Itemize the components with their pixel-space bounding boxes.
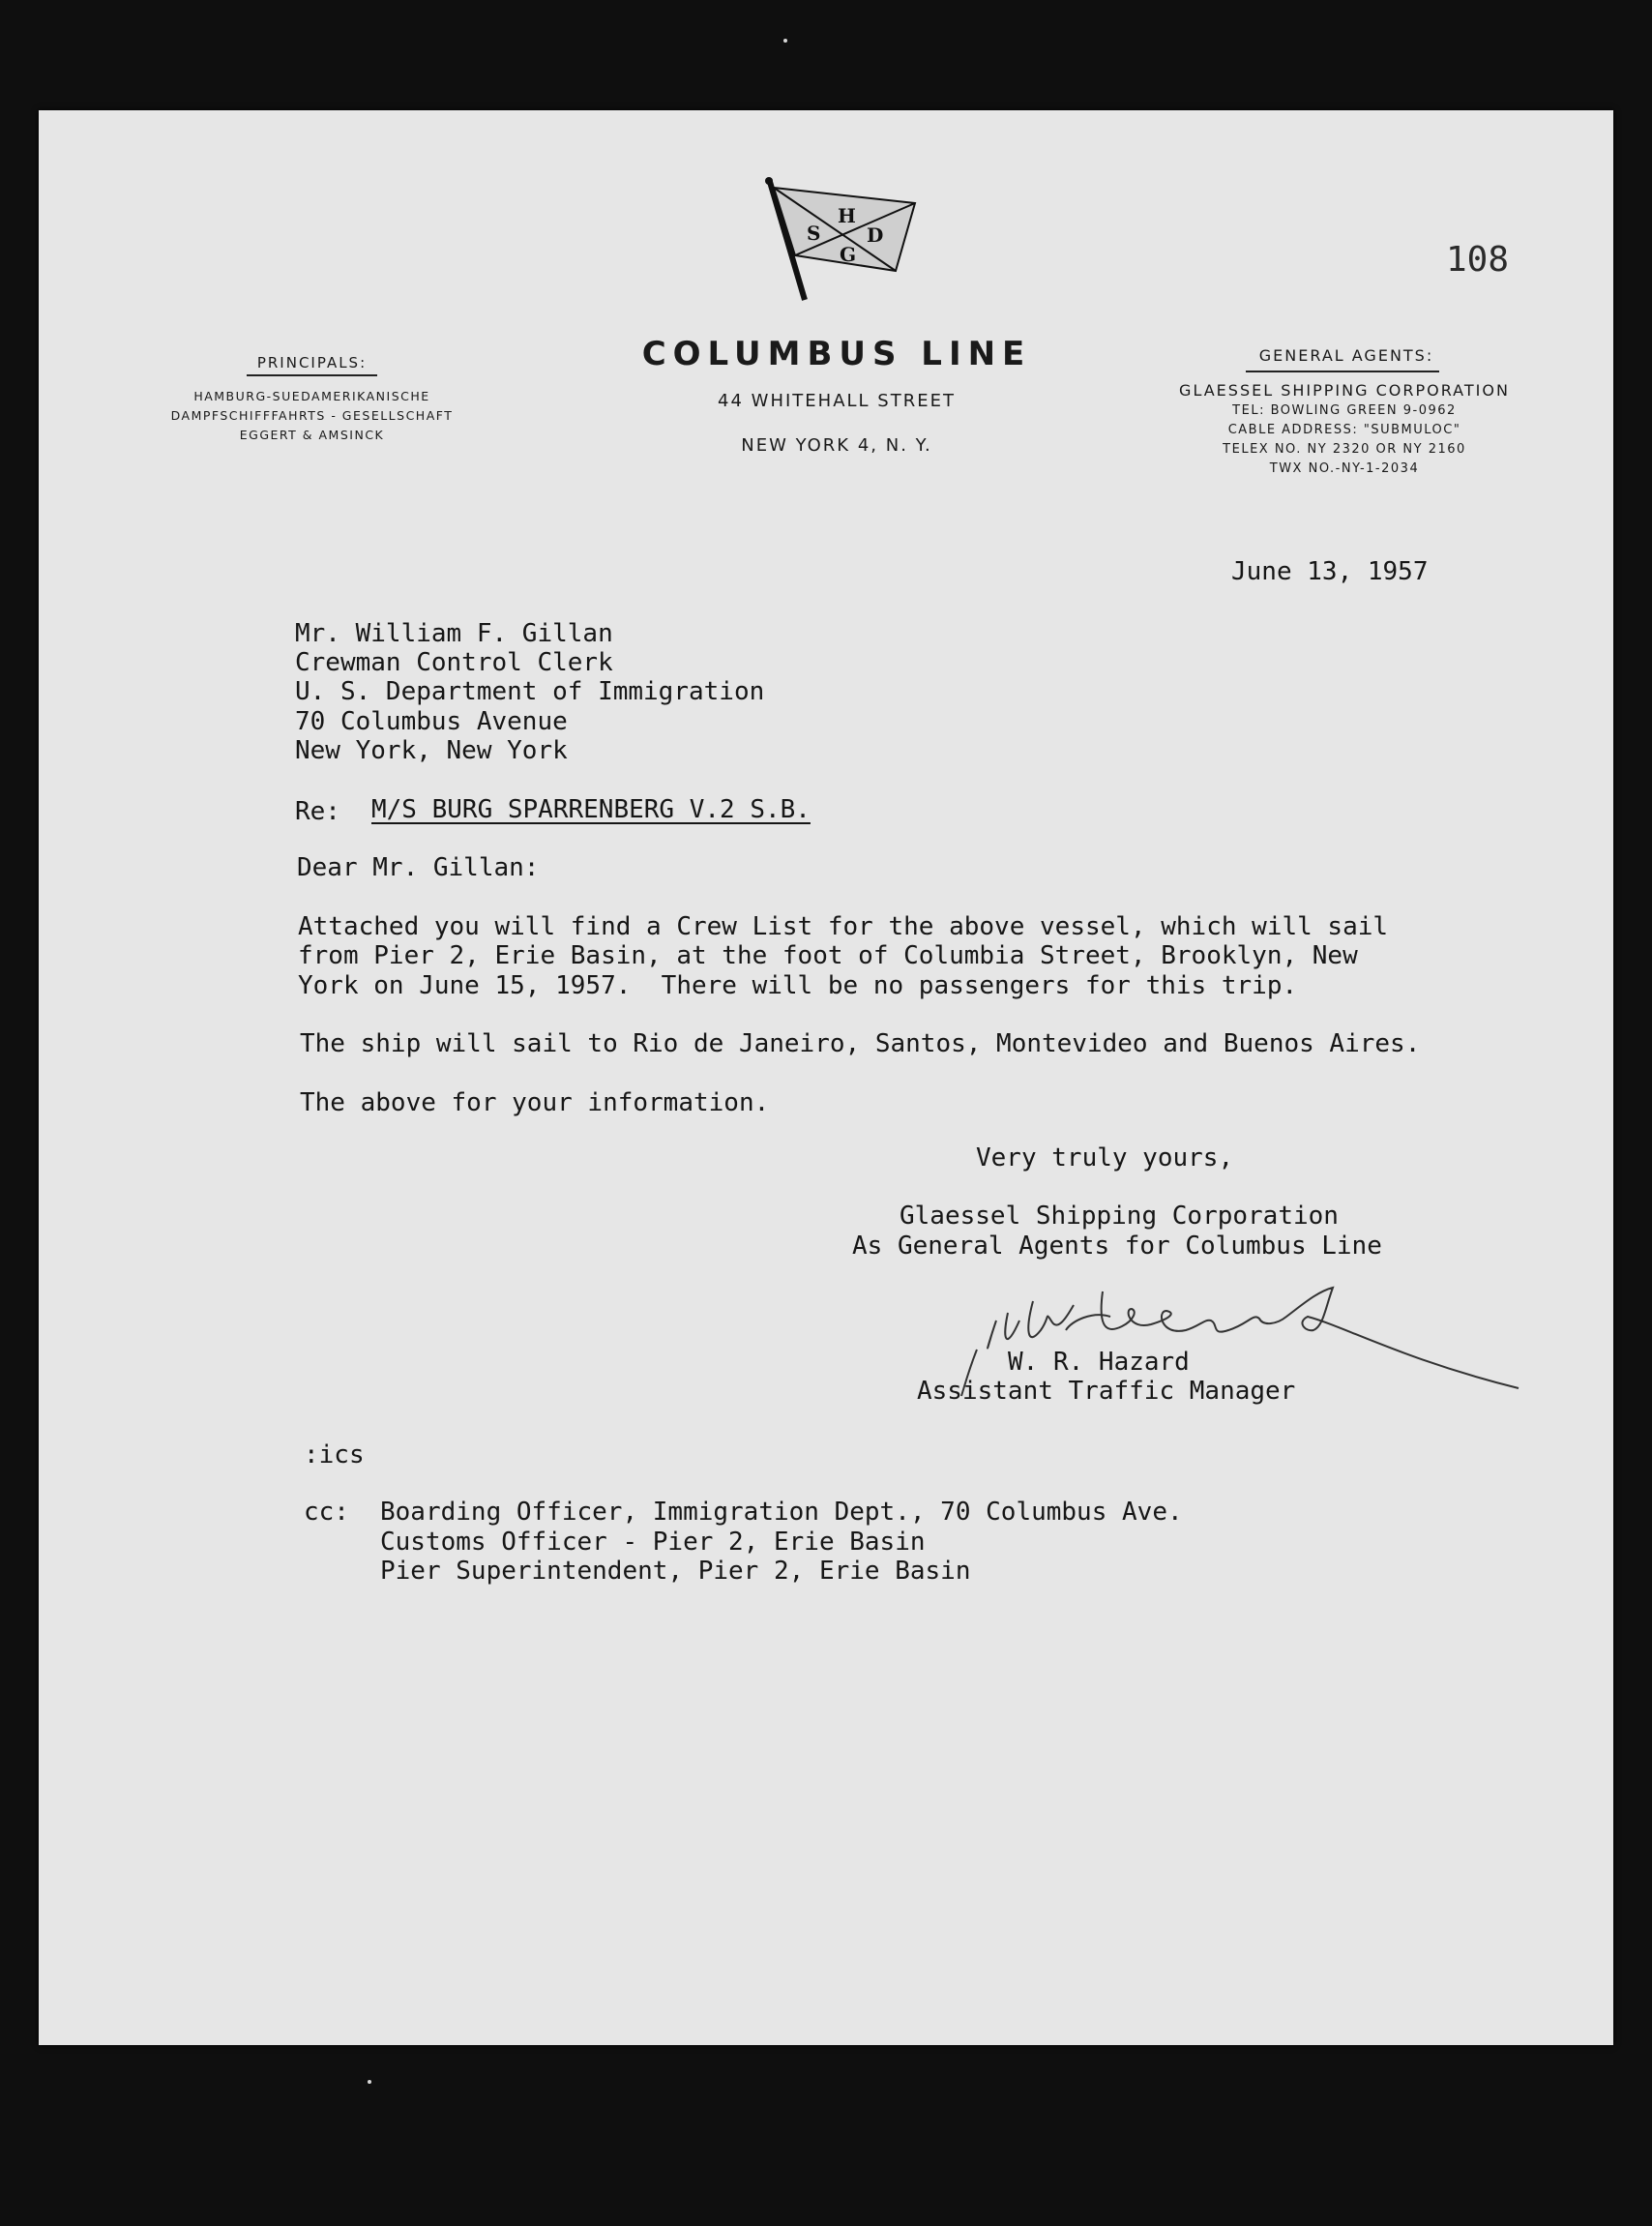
general-agents-line: GLAESSEL SHIPPING CORPORATION	[1179, 381, 1510, 400]
page-number: 108	[1446, 240, 1510, 280]
dust-speck	[368, 2080, 371, 2084]
cc-label: cc:	[304, 1498, 349, 1527]
signature-block-line: As General Agents for Columbus Line	[852, 1232, 1382, 1261]
paragraph-line: from Pier 2, Erie Basin, at the foot of Columbia Street, Brooklyn, New	[298, 941, 1358, 970]
salutation: Dear Mr. Gillan:	[297, 853, 540, 882]
general-agents-title: GENERAL AGENTS:	[1258, 346, 1434, 365]
principals-line: EGGERT & AMSINCK	[239, 428, 385, 442]
flag-letter-g: G	[840, 243, 857, 266]
principals-rule	[247, 374, 377, 376]
re-label: Re:	[295, 797, 340, 826]
recipient-line: Mr. William F. Gillan	[295, 619, 613, 648]
letter-date: June 13, 1957	[1231, 557, 1429, 586]
cc-line: Pier Superintendent, Pier 2, Erie Basin	[380, 1557, 971, 1586]
general-agents-line: TWX NO.-NY-1-2034	[1269, 461, 1420, 476]
flag-logo	[760, 176, 925, 307]
company-city: NEW YORK 4, N. Y.	[741, 435, 932, 456]
recipient-line: New York, New York	[295, 736, 568, 765]
cc-line: Customs Officer - Pier 2, Erie Basin	[380, 1528, 926, 1557]
recipient-line: Crewman Control Clerk	[295, 648, 613, 677]
paragraph-line: York on June 15, 1957. There will be no passengers for this trip.	[298, 971, 1298, 1000]
typist-initials: :ics	[304, 1440, 365, 1469]
general-agents-line: CABLE ADDRESS: "SUBMULOC"	[1227, 423, 1461, 437]
dust-speck	[783, 39, 787, 43]
principals-title: PRINCIPALS:	[256, 354, 368, 371]
principals-line: DAMPFSCHIFFFAHRTS - GESELLSCHAFT	[170, 408, 454, 423]
flag-letter-d: D	[867, 223, 884, 247]
flag-letter-h: H	[838, 204, 856, 227]
company-name: COLUMBUS LINE	[641, 335, 1032, 373]
signature-block-line: Glaessel Shipping Corporation	[900, 1202, 1339, 1231]
signer-name: W. R. Hazard	[1008, 1348, 1190, 1377]
paragraph-line: The above for your information.	[300, 1088, 770, 1117]
signer-title: Assistant Traffic Manager	[917, 1377, 1296, 1406]
recipient-line: 70 Columbus Avenue	[295, 707, 568, 736]
closing: Very truly yours,	[976, 1143, 1234, 1172]
general-agents-line: TEL: BOWLING GREEN 9-0962	[1232, 403, 1457, 418]
company-street: 44 WHITEHALL STREET	[718, 391, 956, 411]
flag-letter-s: S	[807, 222, 821, 245]
paragraph-line: Attached you will find a Crew List for the above vessel, which will sail	[298, 912, 1389, 941]
paragraph-line: The ship will sail to Rio de Janeiro, Santos, Montevideo and Buenos Aires.	[300, 1029, 1421, 1058]
general-agents-line: TELEX NO. NY 2320 OR NY 2160	[1223, 442, 1466, 457]
principals-line: HAMBURG-SUEDAMERIKANISCHE	[193, 389, 430, 403]
general-agents-rule	[1246, 371, 1439, 372]
re-subject: M/S BURG SPARRENBERG V.2 S.B.	[371, 795, 811, 824]
cc-line: Boarding Officer, Immigration Dept., 70 Columbus Ave.	[380, 1498, 1183, 1527]
recipient-line: U. S. Department of Immigration	[295, 677, 765, 706]
